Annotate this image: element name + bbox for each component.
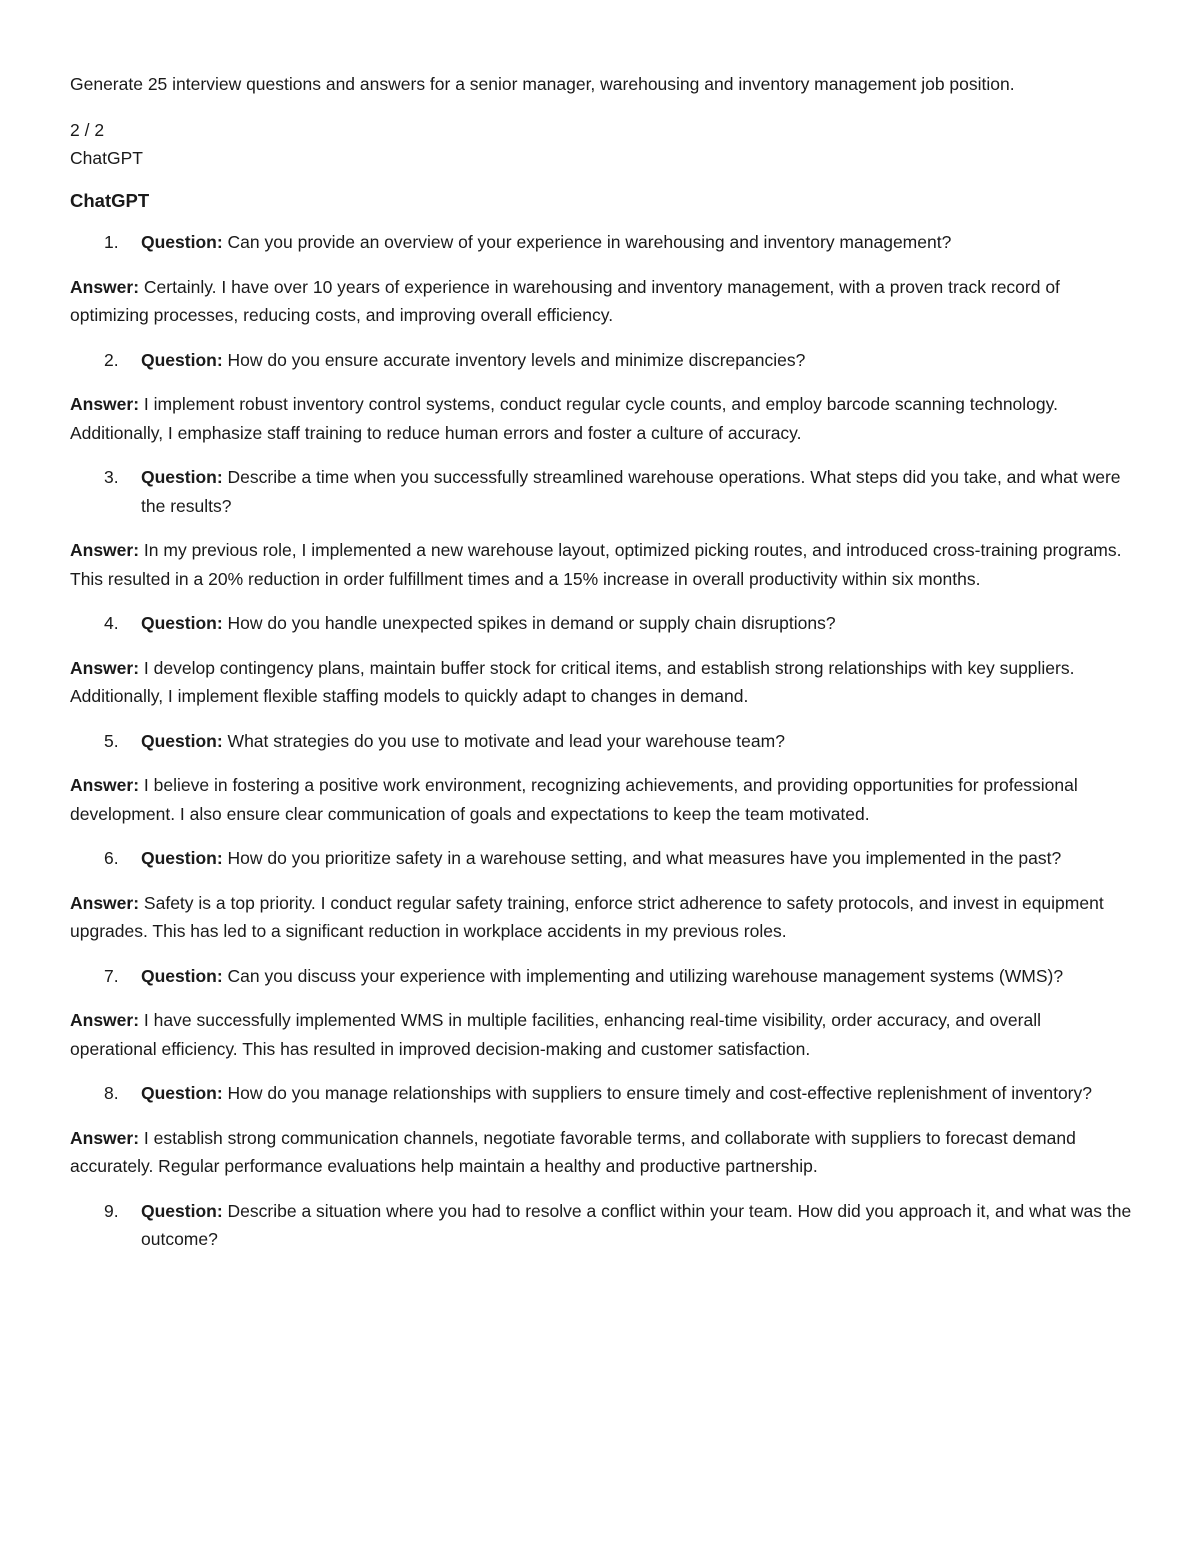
answer-label: Answer: [70,276,140,297]
qa-item [70,727,1132,829]
question-label: Question: [141,613,223,633]
answer-label: Answer: [70,657,140,678]
question-label: Question: [141,730,223,751]
qa-item [70,1079,1132,1181]
answer [70,1124,1132,1181]
question-text: How do you handle unexpected spikes in demand or supply chain disruptions? [227,613,836,633]
answer-label: Answer: [70,394,140,414]
answer-label: Answer: [70,1010,140,1030]
answer-text: I have successfully implemented WMS in multiple facilities, enhancing real-time visibility, order accuracy, and overall operational efficiency. This has resulted in improved decision-making and customer satisfaction. [70,1010,1041,1059]
question-text: Describe a situation where you had to resolve a conflict within your team. How did you approach it, and what was the outcome? [141,1200,1132,1249]
question-number: 7. [104,965,119,986]
answer-text: I establish strong communication channels, negotiate favorable terms, and collaborate with suppliers to forecast demand accurately. Regular performance evaluations help maintain a healthy and productive partnership. [70,1127,1076,1176]
question [70,609,1132,638]
answer [70,536,1132,593]
answer-label: Answer: [70,540,140,560]
question [70,346,1132,375]
question-text: How do you manage relationships with suppliers to ensure timely and cost-effective replenishment of inventory? [227,1083,1092,1103]
question [70,962,1132,991]
question [70,844,1132,873]
qa-item [70,844,1132,946]
answer-label: Answer: [70,775,140,795]
qa-item [70,609,1132,711]
question-number: 4. [104,613,119,633]
question-number: 8. [104,1083,119,1103]
document-page [70,70,1132,1270]
answer [70,273,1132,330]
answer [70,889,1132,946]
qa-item [70,346,1132,448]
question-number: 2. [104,349,119,370]
answer [70,390,1132,447]
question-text: How do you prioritize safety in a warehouse setting, and what measures have you implemented in the past? [227,848,1062,868]
question-label: Question: [141,232,223,252]
question-label: Question: [141,1200,223,1221]
version-indicator: 2 / 2 [70,119,105,140]
answer [70,654,1132,711]
answer-text: I believe in fostering a positive work environment, recognizing achievements, and providing opportunities for professional development. I also ensure clear communication of goals and expectations to keep the team motivated. [70,775,1078,824]
qa-item [70,1197,1132,1254]
qa-list [70,228,1132,1254]
question-label: Question: [141,467,223,487]
answer-label: Answer: [70,1127,140,1148]
answer-text: I develop contingency plans, maintain buffer stock for critical items, and establish strong relationships with key suppliers. Additionally, I implement flexible staffing models to quickly adapt to changes in demand. [70,657,1075,706]
answer [70,1006,1132,1063]
question-number: 5. [104,730,119,751]
question-label: Question: [141,965,223,986]
question-text: Can you discuss your experience with implementing and utilizing warehouse management systems (WMS)? [227,965,1064,986]
author-heading: ChatGPT [70,189,150,211]
question [70,228,1132,257]
question [70,727,1132,756]
question-text: Can you provide an overview of your experience in warehousing and inventory management? [227,232,952,252]
question-number: 3. [104,467,119,487]
question [70,463,1132,520]
question [70,1079,1132,1108]
question-label: Question: [141,1083,223,1103]
qa-item [70,463,1132,593]
prompt-text: Generate 25 interview questions and answers for a senior manager, warehousing and inventory management job position. [70,74,1015,94]
answer-text: I implement robust inventory control systems, conduct regular cycle counts, and employ barcode scanning technology. Additionally, I emphasize staff training to reduce human errors and foster a culture of accuracy. [70,394,1058,443]
question-text: What strategies do you use to motivate and lead your warehouse team? [227,730,785,751]
question-number: 1. [104,232,119,252]
answer-label: Answer: [70,892,140,913]
qa-item [70,962,1132,1064]
answer-text: Safety is a top priority. I conduct regular safety training, enforce strict adherence to safety protocols, and invest in equipment upgrades. This has led to a significant reduction in workplace accidents in my previous roles. [70,892,1104,941]
answer-text: In my previous role, I implemented a new warehouse layout, optimized picking routes, and introduced cross-training programs. This resulted in a 20% reduction in order fulfillment times and a 15% increase in overall productivity within six months. [70,540,1122,589]
qa-item [70,228,1132,330]
question-number: 6. [104,848,119,868]
author-label: ChatGPT [70,148,143,168]
question-label: Question: [141,848,223,868]
answer-text: Certainly. I have over 10 years of experience in warehousing and inventory management, with a proven track record of optimizing processes, reducing costs, and improving overall efficiency. [70,276,1060,325]
question-label: Question: [141,349,223,370]
question-number: 9. [104,1200,119,1221]
question-text: How do you ensure accurate inventory levels and minimize discrepancies? [227,349,806,370]
answer [70,771,1132,828]
question [70,1197,1132,1254]
question-text: Describe a time when you successfully streamlined warehouse operations. What steps did you take, and what were the results? [141,467,1121,516]
